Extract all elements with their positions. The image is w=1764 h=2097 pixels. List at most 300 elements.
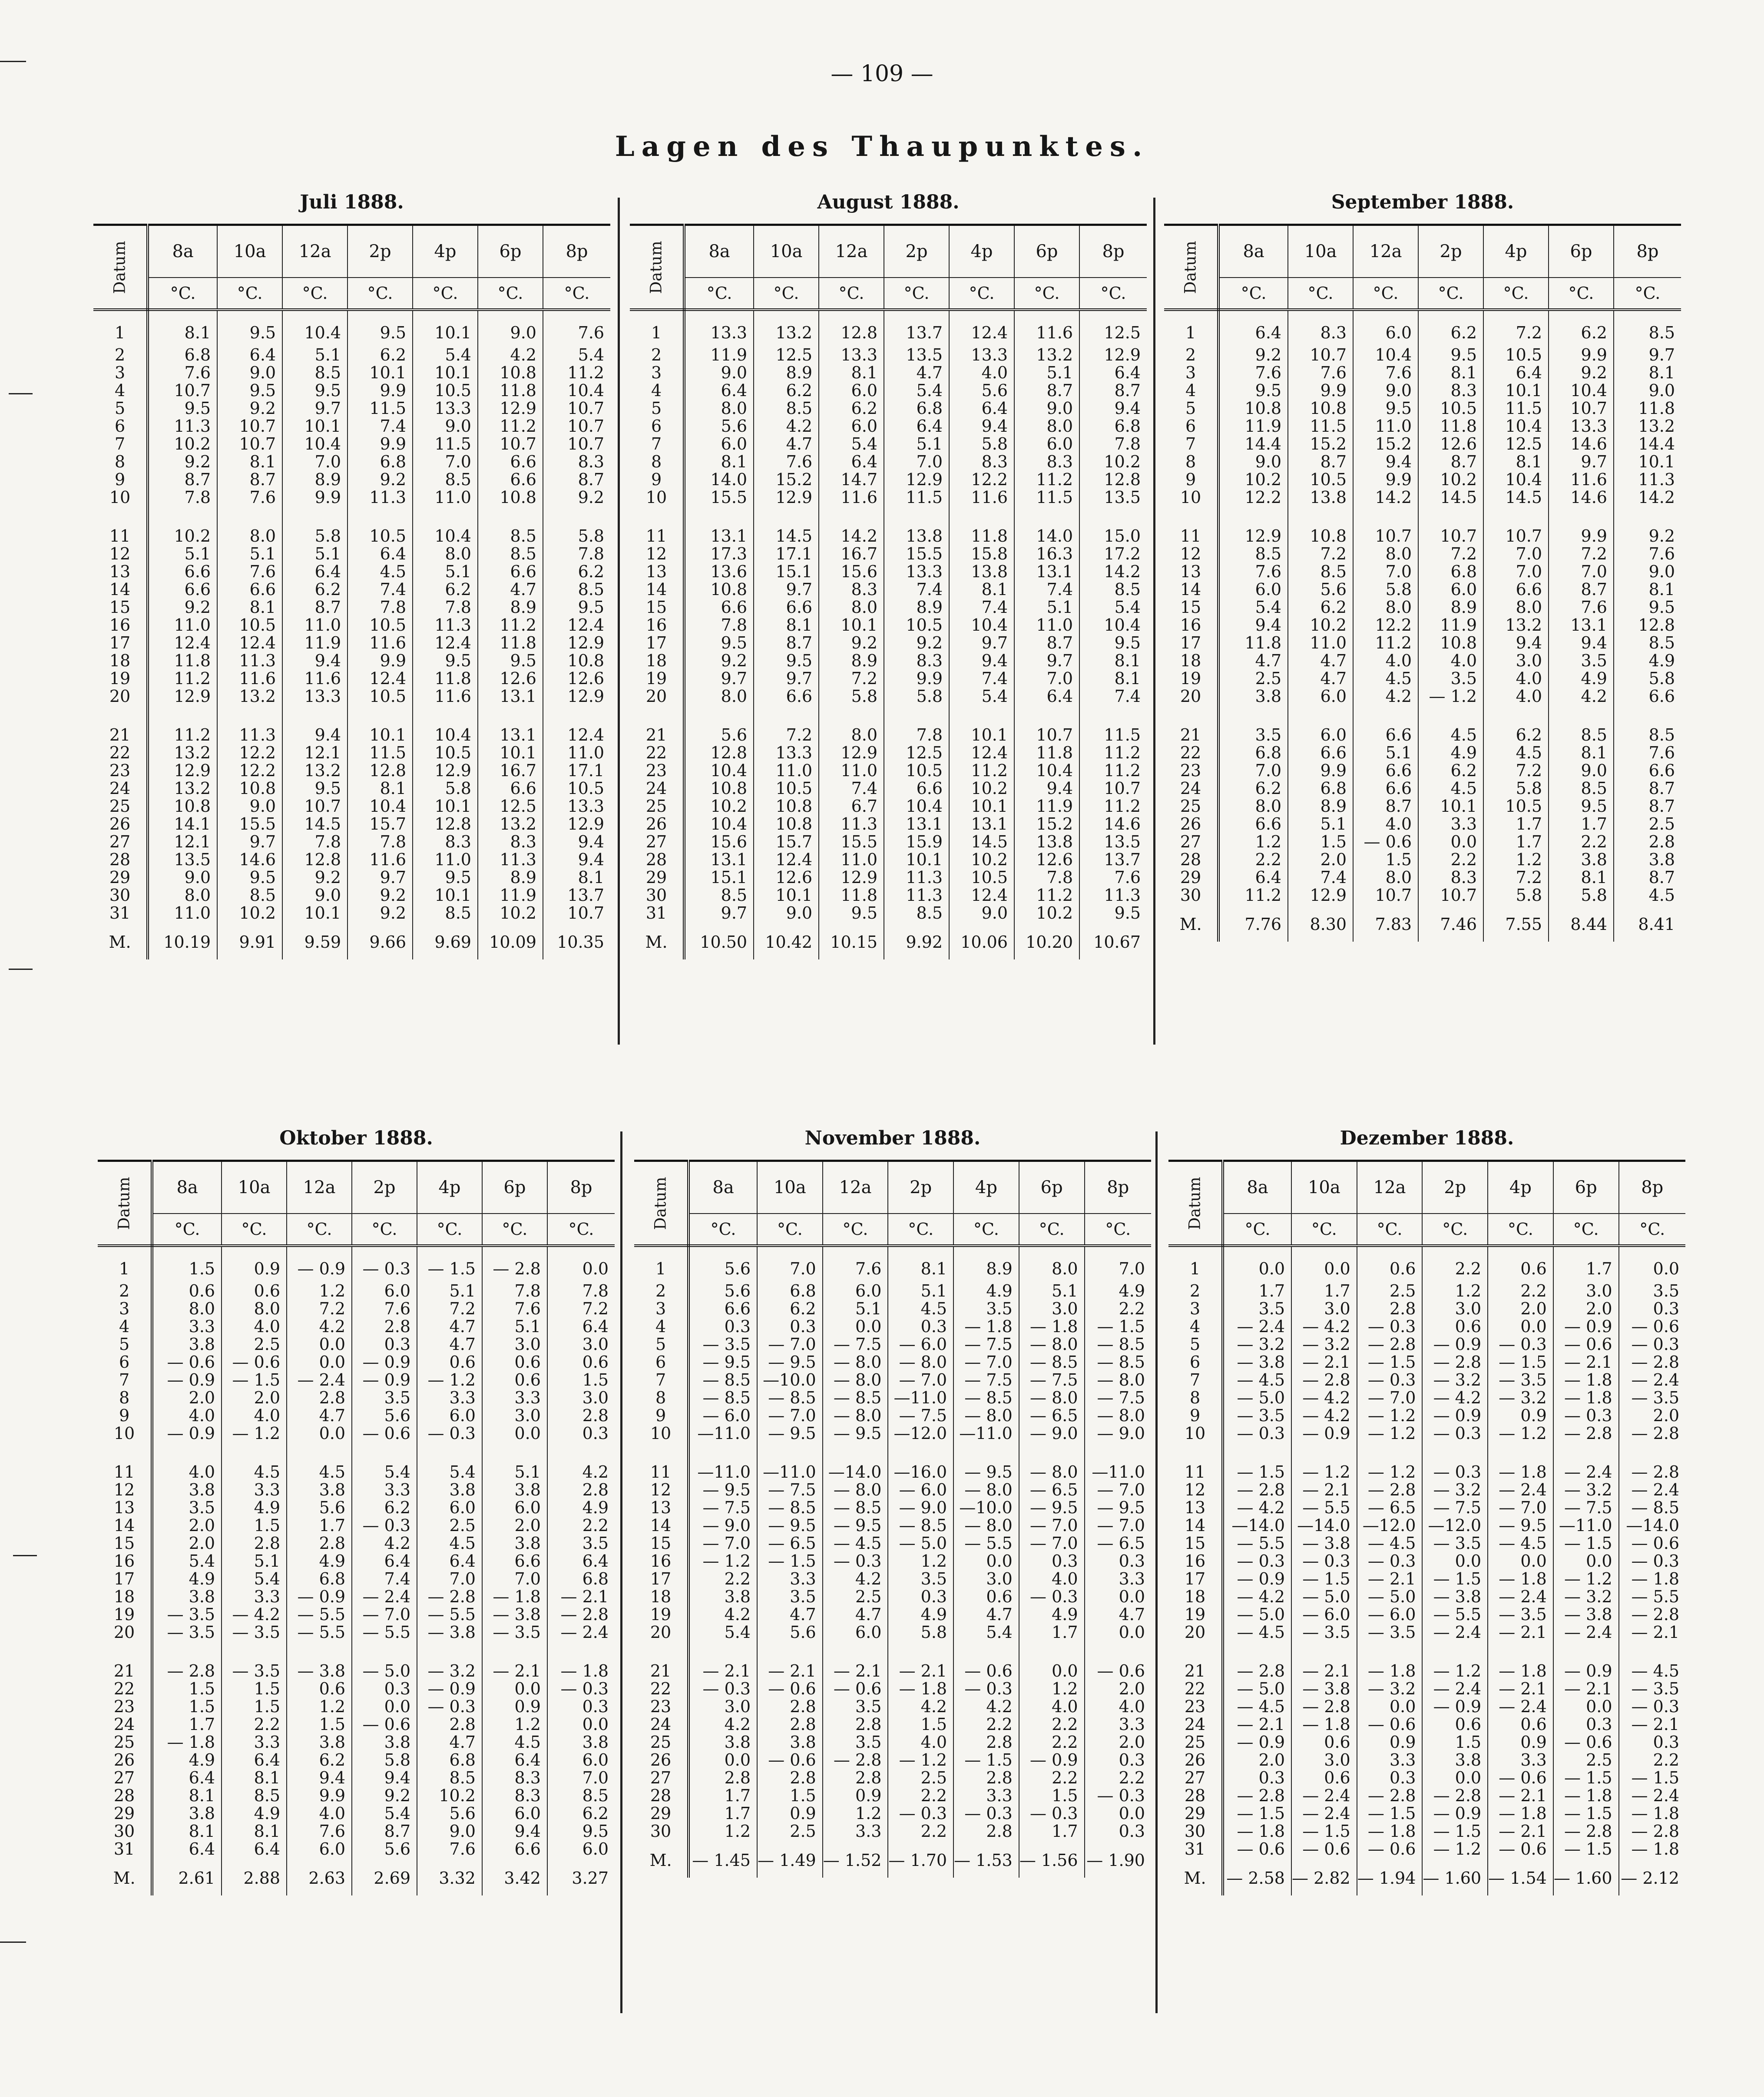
value-cell: 14.5 <box>282 815 348 833</box>
value-cell: 14.6 <box>1549 435 1614 453</box>
day-cell: 27 <box>630 833 684 851</box>
value-cell: 2.0 <box>1653 1406 1679 1425</box>
table-row <box>1164 670 1681 688</box>
value-cell: 12.8 <box>819 310 884 346</box>
table-row <box>630 471 1147 489</box>
table-row <box>630 762 1147 780</box>
value-cell: 14.6 <box>217 851 282 869</box>
day-cell: 27 <box>98 1769 152 1787</box>
value-cell: — 4.2 <box>1223 1499 1291 1517</box>
table-row <box>1168 1716 1685 1733</box>
value-cell: 8.9 <box>478 599 543 616</box>
value-cell: — 8.0 <box>823 1407 888 1425</box>
value-cell: 5.1 <box>282 545 348 563</box>
value-cell: 0.9 <box>482 1698 547 1716</box>
day-cell: 18 <box>1168 1588 1223 1606</box>
value-cell: 4.7 <box>417 1733 482 1751</box>
value-cell: 16.3 <box>1014 545 1079 563</box>
value-cell: 9.0 <box>413 417 478 435</box>
value-cell: —14.0 <box>823 1463 888 1481</box>
value-cell: 6.0 <box>417 1407 482 1425</box>
value-cell: 5.6 <box>757 1624 823 1641</box>
value-cell: — 2.1 <box>757 1662 823 1680</box>
value-cell: 14.5 <box>949 833 1014 851</box>
datum-header <box>98 1161 152 1246</box>
value-cell: 9.2 <box>1648 526 1675 546</box>
value-cell: 5.8 <box>884 688 949 705</box>
day-cell: 4 <box>98 1318 152 1336</box>
column-divider <box>620 1131 622 2013</box>
value-cell: 12.9 <box>148 688 217 705</box>
value-cell: — 0.6 <box>1488 1840 1553 1858</box>
value-cell: — 5.0 <box>1291 1588 1357 1606</box>
value-cell: — 1.2 <box>1357 1425 1423 1442</box>
value-cell: 10.8 <box>1288 400 1353 417</box>
value-cell: 13.3 <box>282 688 348 705</box>
mean-value: — 1.70 <box>888 1840 953 1878</box>
value-cell: 1.2 <box>1019 1680 1085 1698</box>
day-cell: 14 <box>1168 1517 1223 1535</box>
value-cell: 9.0 <box>1648 562 1675 581</box>
day-cell: 16 <box>634 1552 688 1570</box>
value-cell: 7.6 <box>217 563 282 581</box>
hour-header: 2p <box>884 225 949 278</box>
day-cell: 30 <box>98 1822 152 1840</box>
day-cell: 3 <box>1168 1300 1223 1318</box>
value-cell: 0.0 <box>1553 1552 1619 1570</box>
value-cell: 3.5 <box>1218 726 1288 744</box>
value-cell: —10.0 <box>953 1499 1019 1517</box>
value-cell: 11.2 <box>1014 886 1079 904</box>
value-cell: 2.5 <box>1357 1282 1423 1300</box>
table-row <box>634 1624 1151 1641</box>
day-cell: 19 <box>1164 670 1218 688</box>
value-cell: 3.8 <box>1218 688 1288 705</box>
table-row <box>1168 1246 1685 1282</box>
day-cell: 10 <box>1164 489 1218 506</box>
value-cell: — 6.0 <box>1357 1606 1423 1624</box>
value-cell: — 1.2 <box>1488 1425 1553 1442</box>
value-cell: — 2.8 <box>560 1605 609 1624</box>
hour-header: 6p <box>1014 225 1079 278</box>
value-cell: 15.0 <box>1104 526 1141 546</box>
value-cell: 3.3 <box>222 1481 287 1499</box>
value-cell: 0.0 <box>482 1680 547 1698</box>
value-cell: 0.0 <box>688 1751 757 1769</box>
value-cell: 6.2 <box>282 581 348 599</box>
day-cell: 9 <box>1168 1407 1223 1425</box>
value-cell: 3.8 <box>688 1733 757 1751</box>
day-cell: 1 <box>1168 1246 1223 1282</box>
value-cell: 2.0 <box>1119 1679 1145 1698</box>
value-cell: 3.5 <box>823 1733 888 1751</box>
value-cell: 10.5 <box>884 762 949 780</box>
mean-label: M. <box>630 922 684 959</box>
day-cell: 17 <box>1164 634 1218 652</box>
value-cell: 3.3 <box>152 1318 222 1336</box>
value-cell: 4.0 <box>152 1463 222 1481</box>
value-cell: 3.8 <box>482 1481 547 1499</box>
value-cell: 1.7 <box>688 1787 757 1805</box>
table-row <box>630 435 1147 453</box>
value-cell: — 2.1 <box>888 1662 953 1680</box>
value-cell: 7.6 <box>1353 364 1418 382</box>
unit-header: °C. <box>757 1214 823 1246</box>
value-cell: 1.5 <box>222 1680 287 1698</box>
value-cell: 1.2 <box>1422 1282 1488 1300</box>
value-cell: 9.0 <box>1549 762 1614 780</box>
value-cell: 2.0 <box>152 1535 222 1552</box>
value-cell: 11.2 <box>1104 743 1141 762</box>
value-cell: 13.2 <box>478 815 543 833</box>
table-row <box>1168 1588 1685 1606</box>
day-cell: 11 <box>1168 1463 1223 1481</box>
value-cell: 5.1 <box>1014 364 1079 382</box>
value-cell: 13.1 <box>684 527 754 545</box>
table-row <box>93 886 610 904</box>
value-cell: 4.9 <box>1648 651 1675 670</box>
value-cell: 13.1 <box>949 815 1014 833</box>
day-cell: 19 <box>634 1606 688 1624</box>
value-cell: 6.0 <box>417 1499 482 1517</box>
table-row <box>98 1282 615 1300</box>
table-row <box>98 1680 615 1698</box>
day-cell: 21 <box>634 1662 688 1680</box>
value-cell: 0.0 <box>1019 1662 1085 1680</box>
value-cell: 5.8 <box>578 526 604 546</box>
value-cell: 6.0 <box>1418 581 1483 599</box>
value-cell: 2.8 <box>1648 832 1675 851</box>
value-cell: 6.8 <box>348 453 413 471</box>
value-cell: 8.5 <box>582 1786 609 1805</box>
value-cell: —14.0 <box>1223 1517 1291 1535</box>
value-cell: 0.3 <box>757 1318 823 1336</box>
table-row <box>93 904 610 922</box>
table-row <box>98 1481 615 1499</box>
value-cell: 9.0 <box>217 797 282 815</box>
value-cell: 1.5 <box>152 1698 222 1716</box>
value-cell: — 1.8 <box>1631 1839 1679 1859</box>
value-cell: 9.0 <box>949 904 1014 922</box>
value-cell: 4.9 <box>1549 670 1614 688</box>
value-cell: 11.3 <box>413 616 478 634</box>
value-cell: — 8.0 <box>1097 1370 1145 1389</box>
value-cell: — 1.5 <box>1097 1317 1145 1336</box>
value-cell: 13.1 <box>884 815 949 833</box>
value-cell: 2.8 <box>823 1716 888 1733</box>
value-cell: 8.7 <box>754 634 819 652</box>
mean-value: 2.69 <box>352 1858 417 1895</box>
day-cell: 18 <box>93 652 148 670</box>
value-cell: 0.6 <box>222 1282 287 1300</box>
value-cell: 2.8 <box>1357 1300 1423 1318</box>
value-cell: — 2.1 <box>1291 1353 1357 1371</box>
day-cell: 18 <box>634 1588 688 1606</box>
value-cell: 5.8 <box>413 780 478 797</box>
value-cell: — 2.8 <box>1422 1787 1488 1805</box>
mean-value: 10.20 <box>1014 922 1079 959</box>
day-cell: 20 <box>1168 1624 1223 1641</box>
value-cell: 9.5 <box>1353 400 1418 417</box>
value-cell: — 8.0 <box>1019 1463 1085 1481</box>
value-cell: 10.8 <box>567 651 604 670</box>
value-cell: 2.5 <box>1648 814 1675 834</box>
hour-header: 12a <box>287 1161 352 1214</box>
value-cell: 2.5 <box>1553 1751 1619 1769</box>
value-cell: 4.2 <box>688 1716 757 1733</box>
value-cell: — 9.0 <box>1019 1425 1085 1442</box>
value-cell: 12.6 <box>567 669 604 688</box>
value-cell: 4.0 <box>222 1407 287 1425</box>
value-cell: — 0.6 <box>1553 1336 1619 1353</box>
value-cell: 1.7 <box>287 1517 352 1535</box>
table-row <box>1168 1336 1685 1353</box>
value-cell: 6.4 <box>1218 310 1288 346</box>
day-cell: 8 <box>1164 453 1218 471</box>
value-cell: 5.4 <box>884 382 949 400</box>
value-cell: 7.8 <box>148 489 217 506</box>
value-cell: 9.0 <box>148 869 217 886</box>
value-cell: 8.3 <box>819 581 884 599</box>
mean-row <box>634 1840 1151 1878</box>
value-cell: 3.8 <box>417 1481 482 1499</box>
value-cell: — 1.8 <box>560 1661 609 1680</box>
hour-header: 4p <box>1483 225 1549 278</box>
value-cell: 11.3 <box>819 815 884 833</box>
value-cell: — 0.3 <box>953 1805 1019 1822</box>
value-cell: 6.6 <box>1483 581 1549 599</box>
value-cell: 9.5 <box>1114 903 1141 923</box>
value-cell: — 0.6 <box>352 1716 417 1733</box>
table-row <box>1168 1733 1685 1751</box>
value-cell: 5.8 <box>1549 886 1614 904</box>
value-cell: 8.1 <box>222 1769 287 1787</box>
value-cell: 9.7 <box>1648 345 1675 364</box>
dewpoint-table <box>93 224 610 959</box>
value-cell: — 2.4 <box>1223 1318 1291 1336</box>
value-cell: 12.9 <box>478 400 543 417</box>
value-cell: 8.0 <box>1353 545 1418 563</box>
value-cell: — 3.5 <box>1631 1388 1679 1407</box>
table-row <box>93 400 610 417</box>
value-cell: — 4.2 <box>1291 1407 1357 1425</box>
value-cell: 8.5 <box>578 580 604 599</box>
value-cell: — 1.5 <box>1291 1570 1357 1588</box>
value-cell: 12.8 <box>684 744 754 762</box>
value-cell: — 8.5 <box>688 1389 757 1407</box>
day-cell: 25 <box>1164 797 1218 815</box>
table-row <box>1164 599 1681 616</box>
value-cell: 6.2 <box>1549 310 1614 346</box>
value-cell: — 8.5 <box>1097 1353 1145 1372</box>
value-cell: 4.2 <box>1353 688 1418 705</box>
value-cell: 7.6 <box>287 1822 352 1840</box>
value-cell: 10.2 <box>478 904 543 922</box>
value-cell: 11.5 <box>348 744 413 762</box>
value-cell: 2.2 <box>1019 1716 1085 1733</box>
value-cell: — 2.4 <box>560 1623 609 1642</box>
day-cell: 31 <box>630 904 684 922</box>
value-cell: 9.4 <box>1353 453 1418 471</box>
hour-header: 8p <box>547 1161 615 1214</box>
value-cell: 9.0 <box>478 310 543 346</box>
table-row <box>1164 833 1681 851</box>
mean-value: — 1.45 <box>688 1840 757 1878</box>
day-cell: 16 <box>1168 1552 1223 1570</box>
value-cell: 10.7 <box>1418 527 1483 545</box>
value-cell: 2.8 <box>352 1318 417 1336</box>
datum-header <box>1164 225 1218 310</box>
value-cell: 7.4 <box>819 780 884 797</box>
value-cell: — 6.5 <box>1097 1534 1145 1553</box>
value-cell: — 1.5 <box>222 1371 287 1389</box>
value-cell: 9.7 <box>684 904 754 922</box>
value-cell: — 2.4 <box>1488 1588 1553 1606</box>
value-cell: 0.3 <box>1653 1733 1679 1752</box>
value-cell: — 8.5 <box>1631 1498 1679 1517</box>
value-cell: — 0.3 <box>1019 1805 1085 1822</box>
value-cell: 9.5 <box>819 904 884 922</box>
value-cell: 8.0 <box>152 1300 222 1318</box>
value-cell: 6.2 <box>1418 762 1483 780</box>
value-cell: 7.4 <box>348 417 413 435</box>
value-cell: — 2.8 <box>1631 1462 1679 1482</box>
value-cell: 14.2 <box>1638 488 1675 507</box>
unit-header: °C. <box>754 278 819 310</box>
day-cell: 17 <box>98 1570 152 1588</box>
value-cell: — 9.5 <box>953 1463 1019 1481</box>
value-cell: 10.1 <box>413 310 478 346</box>
value-cell: — 5.5 <box>1223 1535 1291 1552</box>
value-cell: 4.2 <box>754 417 819 435</box>
unit-header: °C. <box>1488 1214 1553 1246</box>
value-cell: 10.2 <box>1014 904 1079 922</box>
value-cell: 5.8 <box>949 435 1014 453</box>
value-cell: 4.9 <box>222 1499 287 1517</box>
value-cell: 2.8 <box>757 1716 823 1733</box>
hour-header: 10a <box>1291 1161 1357 1214</box>
hour-header: 12a <box>819 225 884 278</box>
value-cell: 8.0 <box>148 886 217 904</box>
value-cell: —12.0 <box>888 1425 953 1442</box>
value-cell: 0.0 <box>287 1425 352 1442</box>
value-cell: 11.6 <box>217 670 282 688</box>
value-cell: 2.0 <box>222 1389 287 1407</box>
value-cell: 9.9 <box>348 435 413 453</box>
value-cell: 4.5 <box>1483 744 1549 762</box>
value-cell: 7.6 <box>1648 743 1675 762</box>
value-cell: 13.2 <box>1483 616 1549 634</box>
value-cell: 0.9 <box>1488 1733 1553 1751</box>
value-cell: 10.4 <box>413 726 478 744</box>
day-cell: 11 <box>1164 527 1218 545</box>
value-cell: 10.7 <box>567 903 604 923</box>
value-cell: — 7.0 <box>352 1606 417 1624</box>
day-cell: 11 <box>634 1463 688 1481</box>
day-cell: 7 <box>93 435 148 453</box>
day-cell: 9 <box>1164 471 1218 489</box>
table-row <box>98 1624 615 1641</box>
value-cell: 7.0 <box>1353 563 1418 581</box>
table-row <box>630 670 1147 688</box>
table-row <box>630 382 1147 400</box>
value-cell: 13.2 <box>282 762 348 780</box>
value-cell: 0.0 <box>1119 1623 1145 1642</box>
hour-header: 10a <box>1288 225 1353 278</box>
value-cell: — 1.5 <box>1631 1768 1679 1787</box>
value-cell: 9.4 <box>578 832 604 851</box>
unit-header: °C. <box>1357 1214 1423 1246</box>
value-cell: 9.5 <box>1418 346 1483 364</box>
value-cell: 10.5 <box>884 616 949 634</box>
value-cell: 8.7 <box>148 471 217 489</box>
value-cell: 5.4 <box>413 346 478 364</box>
day-cell: 5 <box>634 1336 688 1353</box>
value-cell: — 8.0 <box>953 1407 1019 1425</box>
value-cell: 4.9 <box>152 1570 222 1588</box>
day-cell: 14 <box>630 581 684 599</box>
value-cell: 10.8 <box>1218 400 1288 417</box>
value-cell: 9.2 <box>348 904 413 922</box>
value-cell: 6.2 <box>1218 780 1288 797</box>
day-cell: 31 <box>98 1840 152 1858</box>
value-cell: 7.8 <box>348 599 413 616</box>
value-cell: — 0.9 <box>1223 1570 1291 1588</box>
table-row <box>634 1481 1151 1499</box>
table-row <box>93 688 610 705</box>
value-cell: — 9.5 <box>688 1353 757 1371</box>
value-cell: 14.1 <box>148 815 217 833</box>
value-cell: — 2.4 <box>1422 1624 1488 1641</box>
value-cell: 9.5 <box>217 310 282 346</box>
value-cell: 3.8 <box>152 1805 222 1822</box>
value-cell: 4.7 <box>884 364 949 382</box>
day-cell: 4 <box>1164 382 1218 400</box>
value-cell: 6.8 <box>1418 563 1483 581</box>
table-row <box>98 1698 615 1716</box>
unit-header: °C. <box>287 1214 352 1246</box>
value-cell: 8.5 <box>413 904 478 922</box>
value-cell: — 1.5 <box>1422 1570 1488 1588</box>
day-cell: 11 <box>98 1463 152 1481</box>
value-cell: 2.0 <box>152 1517 222 1535</box>
value-cell: — 1.5 <box>417 1246 482 1282</box>
margin-mark <box>0 61 26 62</box>
value-cell: 11.6 <box>1014 310 1079 346</box>
value-cell: 8.5 <box>754 400 819 417</box>
day-cell: 31 <box>1168 1840 1223 1858</box>
value-cell: 7.6 <box>1549 599 1614 616</box>
value-cell: 15.1 <box>754 563 819 581</box>
value-cell: — 2.8 <box>1422 1353 1488 1371</box>
value-cell: 11.3 <box>884 886 949 904</box>
unit-header: °C. <box>1483 278 1549 310</box>
value-cell: 14.2 <box>1104 562 1141 581</box>
value-cell: 8.7 <box>1648 797 1675 816</box>
table-row <box>630 744 1147 762</box>
value-cell: — 3.2 <box>1291 1336 1357 1353</box>
day-cell: 1 <box>634 1246 688 1282</box>
value-cell: 16.7 <box>819 545 884 563</box>
value-cell: 2.5 <box>222 1336 287 1353</box>
value-cell: 0.6 <box>482 1371 547 1389</box>
table-row <box>1168 1371 1685 1389</box>
value-cell: 12.9 <box>819 744 884 762</box>
value-cell: 3.5 <box>152 1499 222 1517</box>
value-cell: 2.8 <box>287 1389 352 1407</box>
value-cell: 11.6 <box>348 634 413 652</box>
value-cell: 1.7 <box>688 1805 757 1822</box>
